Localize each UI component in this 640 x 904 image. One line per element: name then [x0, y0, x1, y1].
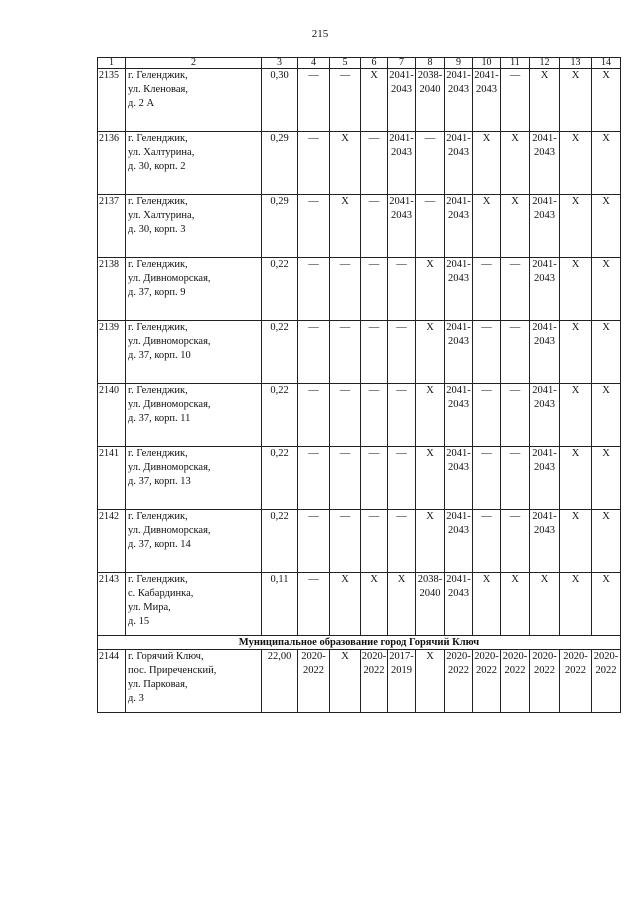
- section-row: [98, 636, 621, 650]
- column-number: 3: [262, 58, 298, 69]
- cell-col7: 2041- 2043: [388, 195, 416, 258]
- cell-col5: —: [330, 510, 361, 573]
- cell-col7: —: [388, 321, 416, 384]
- cell-col6: Х: [361, 69, 388, 132]
- column-number: 6: [361, 58, 388, 69]
- cell-col5: —: [330, 258, 361, 321]
- cell-col4: —: [298, 573, 330, 636]
- cell-col10: —: [473, 384, 501, 447]
- cell-row-number: 2141: [98, 447, 126, 510]
- cell-col7: 2041- 2043: [388, 69, 416, 132]
- column-number: 13: [560, 58, 592, 69]
- cell-col9: 2041- 2043: [445, 321, 473, 384]
- cell-col9: 2041- 2043: [445, 258, 473, 321]
- cell-col14: Х: [592, 384, 621, 447]
- cell-col6: —: [361, 321, 388, 384]
- cell-col14: Х: [592, 195, 621, 258]
- column-number: 1: [98, 58, 126, 69]
- cell-col6: —: [361, 132, 388, 195]
- cell-address: г. Геленджик, с. Кабардинка, ул. Мира, д. 15: [126, 573, 262, 636]
- cell-col6: —: [361, 510, 388, 573]
- cell-col4: —: [298, 258, 330, 321]
- cell-area: 0,11: [262, 573, 298, 636]
- cell-col9: 2041- 2043: [445, 510, 473, 573]
- cell-row-number: 2143: [98, 573, 126, 636]
- cell-col5: —: [330, 321, 361, 384]
- cell-col6: —: [361, 384, 388, 447]
- cell-col14: Х: [592, 447, 621, 510]
- table-row: [98, 132, 621, 195]
- cell-col6: —: [361, 447, 388, 510]
- cell-row-number: 2137: [98, 195, 126, 258]
- cell-row-number: 2144: [98, 650, 126, 713]
- cell-area: 0,29: [262, 195, 298, 258]
- cell-col11: —: [501, 510, 530, 573]
- column-number: 9: [445, 58, 473, 69]
- cell-row-number: 2140: [98, 384, 126, 447]
- cell-address: г. Геленджик, ул. Дивноморская, д. 37, корп. 9: [126, 258, 262, 321]
- cell-col13: Х: [560, 573, 592, 636]
- cell-col13: Х: [560, 321, 592, 384]
- cell-address: г. Геленджик, ул. Кленовая, д. 2 А: [126, 69, 262, 132]
- table-row: [98, 510, 621, 573]
- cell-col6: —: [361, 258, 388, 321]
- cell-col8: —: [416, 132, 445, 195]
- cell-col10: —: [473, 258, 501, 321]
- cell-col13: Х: [560, 132, 592, 195]
- page-number: 215: [311, 28, 329, 40]
- cell-address: г. Горячий Ключ, пос. Приреченский, ул. Парковая, д. 3: [126, 650, 262, 713]
- cell-col5: —: [330, 384, 361, 447]
- table-row: [98, 195, 621, 258]
- cell-col12: 2020- 2022: [530, 650, 560, 713]
- cell-area: 0,29: [262, 132, 298, 195]
- cell-col13: 2020- 2022: [560, 650, 592, 713]
- cell-col11: —: [501, 69, 530, 132]
- cell-col4: 2020- 2022: [298, 650, 330, 713]
- cell-address: г. Геленджик, ул. Дивноморская, д. 37, корп. 10: [126, 321, 262, 384]
- cell-col4: —: [298, 132, 330, 195]
- cell-col9: 2041- 2043: [445, 384, 473, 447]
- cell-address: г. Геленджик, ул. Дивноморская, д. 37, корп. 11: [126, 384, 262, 447]
- cell-col7: —: [388, 384, 416, 447]
- cell-row-number: 2139: [98, 321, 126, 384]
- cell-row-number: 2136: [98, 132, 126, 195]
- cell-address: г. Геленджик, ул. Дивноморская, д. 37, корп. 13: [126, 447, 262, 510]
- cell-col12: Х: [530, 69, 560, 132]
- cell-col7: —: [388, 510, 416, 573]
- table-row: [98, 69, 621, 132]
- cell-col12: 2041- 2043: [530, 132, 560, 195]
- cell-col4: —: [298, 69, 330, 132]
- cell-area: 22,00: [262, 650, 298, 713]
- cell-col11: —: [501, 321, 530, 384]
- cell-row-number: 2142: [98, 510, 126, 573]
- cell-address: г. Геленджик, ул. Халтурина, д. 30, корп. 3: [126, 195, 262, 258]
- cell-area: 0,22: [262, 321, 298, 384]
- cell-col5: Х: [330, 195, 361, 258]
- column-number: 12: [530, 58, 560, 69]
- cell-col11: —: [501, 384, 530, 447]
- cell-col10: Х: [473, 132, 501, 195]
- cell-col14: Х: [592, 510, 621, 573]
- cell-col11: —: [501, 258, 530, 321]
- cell-col8: Х: [416, 447, 445, 510]
- cell-col12: 2041- 2043: [530, 510, 560, 573]
- cell-col8: 2038- 2040: [416, 573, 445, 636]
- cell-address: г. Геленджик, ул. Дивноморская, д. 37, корп. 14: [126, 510, 262, 573]
- cell-col4: —: [298, 384, 330, 447]
- cell-col10: —: [473, 510, 501, 573]
- cell-col10: Х: [473, 195, 501, 258]
- cell-col12: 2041- 2043: [530, 384, 560, 447]
- cell-area: 0,22: [262, 258, 298, 321]
- cell-col7: —: [388, 258, 416, 321]
- cell-area: 0,22: [262, 447, 298, 510]
- column-number: 14: [592, 58, 621, 69]
- column-number: 10: [473, 58, 501, 69]
- cell-col8: Х: [416, 384, 445, 447]
- cell-col12: 2041- 2043: [530, 258, 560, 321]
- cell-col13: Х: [560, 510, 592, 573]
- cell-address: г. Геленджик, ул. Халтурина, д. 30, корп. 2: [126, 132, 262, 195]
- cell-col8: Х: [416, 650, 445, 713]
- table-row: [98, 321, 621, 384]
- cell-col9: 2041- 2043: [445, 69, 473, 132]
- cell-col13: Х: [560, 384, 592, 447]
- column-number: 2: [126, 58, 262, 69]
- cell-col8: 2038- 2040: [416, 69, 445, 132]
- cell-col4: —: [298, 195, 330, 258]
- column-number: 11: [501, 58, 530, 69]
- cell-col6: Х: [361, 573, 388, 636]
- cell-col14: Х: [592, 69, 621, 132]
- cell-col14: Х: [592, 321, 621, 384]
- cell-area: 0,30: [262, 69, 298, 132]
- cell-col10: 2020- 2022: [473, 650, 501, 713]
- cell-col13: Х: [560, 258, 592, 321]
- cell-col5: Х: [330, 573, 361, 636]
- cell-col12: 2041- 2043: [530, 447, 560, 510]
- section-title: Муниципальное образование город Горячий Ключ: [98, 636, 621, 650]
- cell-col7: Х: [388, 573, 416, 636]
- table-row: [98, 573, 621, 636]
- cell-area: 0,22: [262, 384, 298, 447]
- cell-col9: 2041- 2043: [445, 447, 473, 510]
- cell-area: 0,22: [262, 510, 298, 573]
- cell-col12: Х: [530, 573, 560, 636]
- cell-col7: 2017- 2019: [388, 650, 416, 713]
- cell-col13: Х: [560, 69, 592, 132]
- column-number: 7: [388, 58, 416, 69]
- cell-col11: —: [501, 447, 530, 510]
- cell-col10: 2041- 2043: [473, 69, 501, 132]
- cell-col10: —: [473, 321, 501, 384]
- cell-col5: —: [330, 447, 361, 510]
- cell-col11: Х: [501, 195, 530, 258]
- cell-col4: —: [298, 321, 330, 384]
- cell-col14: 2020- 2022: [592, 650, 621, 713]
- cell-col4: —: [298, 447, 330, 510]
- cell-row-number: 2135: [98, 69, 126, 132]
- cell-col11: Х: [501, 573, 530, 636]
- column-number-row: [98, 58, 621, 69]
- table-row: [98, 650, 621, 713]
- column-number: 5: [330, 58, 361, 69]
- cell-col13: Х: [560, 447, 592, 510]
- cell-col9: 2041- 2043: [445, 195, 473, 258]
- cell-col13: Х: [560, 195, 592, 258]
- cell-col8: —: [416, 195, 445, 258]
- column-number: 4: [298, 58, 330, 69]
- cell-col10: Х: [473, 573, 501, 636]
- cell-col4: —: [298, 510, 330, 573]
- cell-col6: 2020- 2022: [361, 650, 388, 713]
- cell-col10: —: [473, 447, 501, 510]
- cell-col14: Х: [592, 573, 621, 636]
- cell-col8: Х: [416, 258, 445, 321]
- cell-col7: —: [388, 447, 416, 510]
- cell-col5: —: [330, 69, 361, 132]
- column-number: 8: [416, 58, 445, 69]
- cell-col8: Х: [416, 321, 445, 384]
- cell-col5: Х: [330, 650, 361, 713]
- cell-col14: Х: [592, 132, 621, 195]
- table-row: [98, 384, 621, 447]
- table-row: [98, 447, 621, 510]
- registry-table: [97, 57, 621, 713]
- cell-col12: 2041- 2043: [530, 195, 560, 258]
- cell-row-number: 2138: [98, 258, 126, 321]
- cell-col8: Х: [416, 510, 445, 573]
- cell-col11: 2020- 2022: [501, 650, 530, 713]
- cell-col9: 2020- 2022: [445, 650, 473, 713]
- cell-col9: 2041- 2043: [445, 573, 473, 636]
- cell-col9: 2041- 2043: [445, 132, 473, 195]
- cell-col5: Х: [330, 132, 361, 195]
- cell-col14: Х: [592, 258, 621, 321]
- cell-col12: 2041- 2043: [530, 321, 560, 384]
- table-row: [98, 258, 621, 321]
- cell-col11: Х: [501, 132, 530, 195]
- cell-col7: 2041- 2043: [388, 132, 416, 195]
- cell-col6: —: [361, 195, 388, 258]
